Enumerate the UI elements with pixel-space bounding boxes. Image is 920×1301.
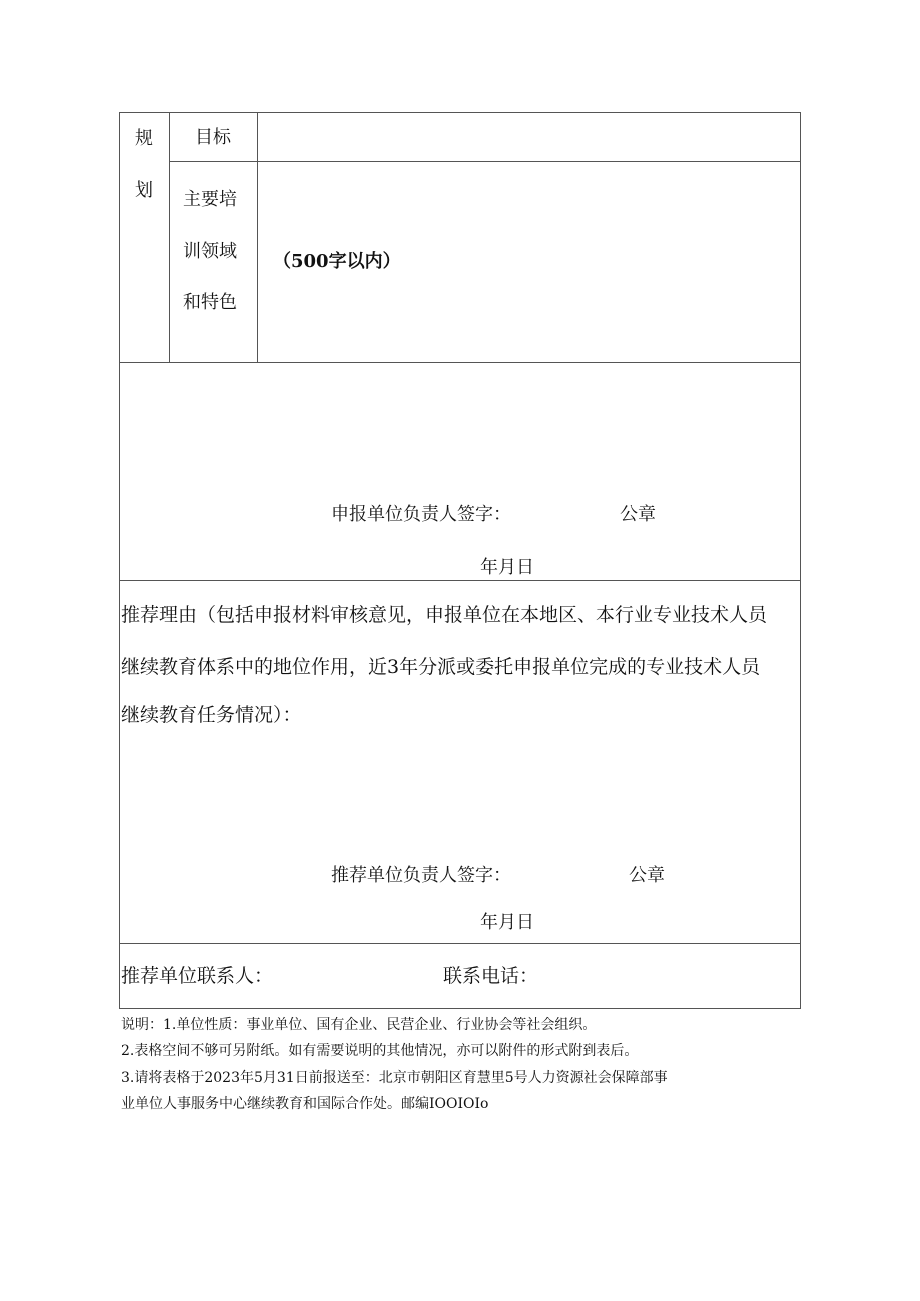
recommendation-reason-line2: 继续教育体系中的地位作用，近3年分派或委托申报单位完成的专业技术人员: [121, 656, 761, 678]
focus-label-line3: 和特色: [183, 292, 237, 313]
planning-label-divider: [257, 112, 258, 363]
goal-label: 目标: [195, 127, 231, 148]
recommendation-section-divider: [119, 943, 801, 944]
recommender-seal-label: 公章: [629, 865, 665, 886]
focus-hint: （500字以内）: [273, 251, 401, 272]
focus-label-line1: 主要培: [183, 189, 237, 210]
applicant-seal-label: 公章: [620, 504, 656, 525]
recommender-date-label: 年月日: [480, 912, 534, 933]
recommendation-reason-line3: 继续教育任务情况）：: [121, 704, 302, 726]
note-3-line2: 业单位人事服务中心继续教育和国际合作处。邮编IOOIOIo: [121, 1096, 489, 1112]
planning-section-divider: [119, 362, 801, 363]
planning-side-label-char2: 划: [135, 180, 153, 201]
recommender-signer-label: 推荐单位负责人签字：: [331, 865, 511, 886]
note-3-line1: 3.请将表格于2023年5月31日前报送至：北京市朝阳区育慧里5号人力资源社会保障部事: [121, 1070, 668, 1086]
planning-side-label-char1: 规: [135, 128, 153, 149]
applicant-signer-label: 申报单位负责人签字：: [331, 504, 511, 525]
note-1: 说明：1.单位性质：事业单位、国有企业、民营企业、行业协会等社会组织。: [121, 1017, 597, 1033]
focus-label-line2: 训领域: [183, 241, 237, 262]
goal-row-divider: [169, 161, 801, 162]
recommender-phone-label: 联系电话：: [443, 965, 539, 987]
note-2: 2.表格空间不够可另附纸。如有需要说明的其他情况，亦可以附件的形式附到表后。: [121, 1043, 639, 1059]
recommendation-reason-line1: 推荐理由（包括申报材料审核意见，申报单位在本地区、本行业专业技术人员: [121, 604, 768, 626]
applicant-date-label: 年月日: [480, 557, 534, 578]
applicant-section-divider: [119, 580, 801, 581]
planning-side-divider: [169, 112, 170, 363]
recommender-contact-label: 推荐单位联系人：: [121, 965, 274, 987]
